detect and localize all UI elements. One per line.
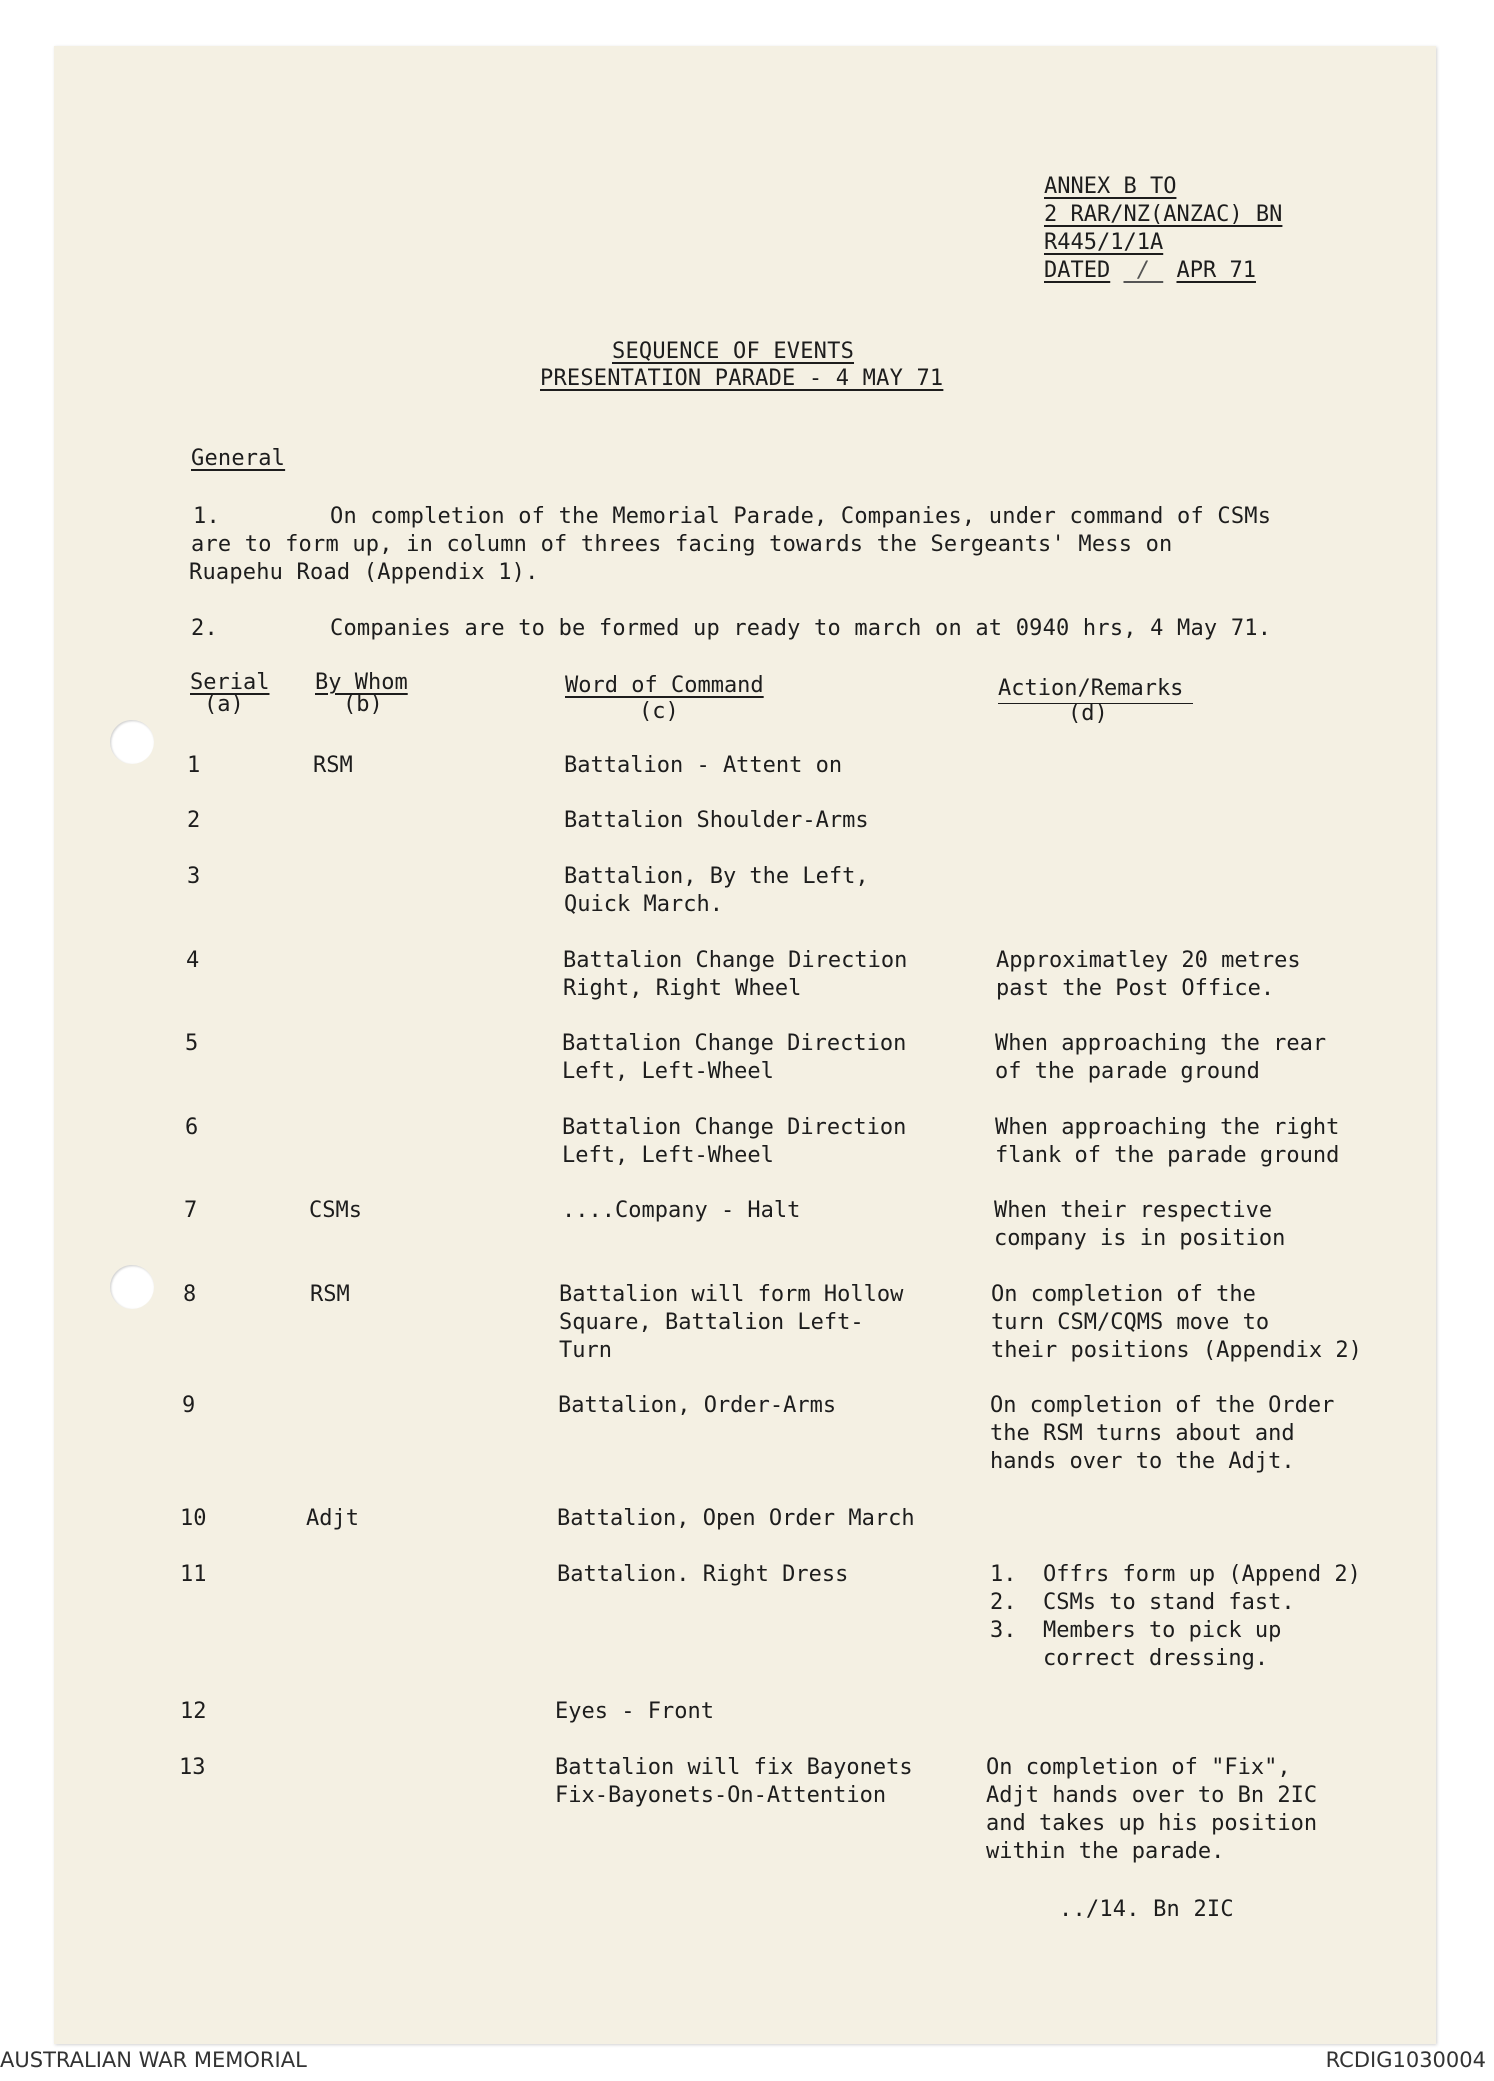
header-remarks-sub: (d) [1068, 701, 1108, 726]
footer-left: AUSTRALIAN WAR MEMORIAL [0, 2048, 307, 2072]
row-word-of-command: Battalion will fix Bayonets Fix-Bayonets-On-Attention [555, 1755, 913, 1808]
row-word-of-command: Battalion Shoulder-Arms [564, 808, 869, 833]
row-serial: 2 [187, 808, 201, 833]
row-action-remarks: When approaching the rear of the parade ground [995, 1031, 1327, 1084]
row-word-of-command: Battalion will form Hollow Square, Battalion Left- Turn [559, 1282, 904, 1363]
row-action-remarks: Approximatley 20 metres past the Post Office. [996, 948, 1301, 1001]
row-serial: 10 [180, 1506, 207, 1531]
doc-title-line-1: SEQUENCE OF EVENTS [612, 339, 855, 364]
row-serial: 9 [182, 1393, 196, 1418]
para1-line-2: are to form up, in column of threes facing towards the Sergeants' Mess on [191, 532, 1173, 557]
header-command-label: Word of Command [565, 673, 764, 698]
row-serial: 13 [179, 1755, 206, 1780]
footer-right: RCDIG1030004 [1325, 2048, 1486, 2072]
annex-line-2: 2 RAR/NZ(ANZAC) BN [1044, 202, 1283, 227]
row-by-whom: CSMs [309, 1198, 362, 1223]
header-serial-sub: (a) [204, 692, 244, 717]
row-word-of-command: Battalion Change Direction Right, Right Wheel [563, 948, 908, 1001]
header-action-remarks [998, 675, 1193, 728]
row-serial: 6 [185, 1115, 199, 1140]
row-by-whom: RSM [310, 1282, 350, 1307]
para2-number: 2. [191, 616, 218, 641]
para1-number: 1. [193, 504, 220, 529]
para1-line-3: Ruapehu Road (Appendix 1). [189, 560, 539, 585]
header-by-whom-label: By Whom [315, 670, 408, 695]
handwritten-date-mark: / [1123, 258, 1164, 283]
row-serial: 4 [186, 948, 200, 973]
para2-text: Companies are to be formed up ready to march on at 0940 hrs, 4 May 71. [330, 616, 1272, 641]
row-action-remarks: When their respective company is in position [994, 1198, 1286, 1251]
header-remarks-label: Action/Remarks [998, 675, 1193, 704]
row-action-remarks: 1. Offrs form up (Append 2) 2. CSMs to stand fast. 3. Members to pick up correct dressing. [990, 1562, 1361, 1671]
row-serial: 3 [187, 864, 201, 889]
row-action-remarks: On completion of "Fix", Adjt hands over to Bn 2IC and takes up his position within the parade. [986, 1755, 1318, 1864]
header-by-whom-sub: (b) [343, 692, 383, 717]
row-serial: 1 [187, 753, 201, 778]
row-action-remarks: When approaching the right flank of the parade ground [995, 1115, 1340, 1168]
general-heading: General [191, 446, 286, 471]
annex-dated-value: APR 71 [1176, 258, 1256, 283]
row-word-of-command: Battalion Change Direction Left, Left-Wheel [562, 1031, 907, 1084]
annex-line-3: R445/1/1A [1044, 230, 1164, 255]
annex-reference-block [1044, 173, 1282, 285]
row-word-of-command: Battalion - Attent on [564, 753, 843, 778]
doc-title-line-2: PRESENTATION PARADE - 4 MAY 71 [540, 366, 944, 391]
row-word-of-command: Eyes - Front [555, 1699, 714, 1724]
row-word-of-command: Battalion, By the Left, Quick March. [564, 864, 869, 917]
row-word-of-command: Battalion. Right Dress [557, 1562, 849, 1587]
row-word-of-command: Battalion, Order-Arms [558, 1393, 837, 1418]
header-serial-label: Serial [190, 670, 270, 695]
header-command-sub: (c) [639, 699, 679, 724]
annex-dated-label: DATED [1044, 258, 1111, 283]
header-word-of-command [565, 672, 764, 726]
row-word-of-command: Battalion Change Direction Left, Left-Wheel [562, 1115, 907, 1168]
header-by-whom [315, 669, 408, 719]
annex-line-1: ANNEX B TO [1044, 174, 1177, 199]
continuation-note: ../14. Bn 2IC [1059, 1897, 1234, 1922]
row-serial: 7 [184, 1198, 198, 1223]
punch-hole [110, 1265, 154, 1309]
punch-hole [110, 720, 154, 764]
para1-line-1: On completion of the Memorial Parade, Companies, under command of CSMs [330, 504, 1272, 529]
row-serial: 11 [180, 1562, 207, 1587]
header-serial [190, 669, 269, 719]
row-by-whom: RSM [313, 753, 353, 778]
row-serial: 12 [180, 1699, 207, 1724]
row-by-whom: Adjt [306, 1506, 359, 1531]
row-serial: 5 [185, 1031, 199, 1056]
row-serial: 8 [183, 1282, 197, 1307]
row-action-remarks: On completion of the Order the RSM turns about and hands over to the Adjt. [990, 1393, 1335, 1474]
row-action-remarks: On completion of the turn CSM/CQMS move to their positions (Appendix 2) [991, 1282, 1362, 1363]
row-word-of-command: Battalion, Open Order March [557, 1506, 915, 1531]
row-word-of-command: ....Company - Halt [562, 1198, 801, 1223]
